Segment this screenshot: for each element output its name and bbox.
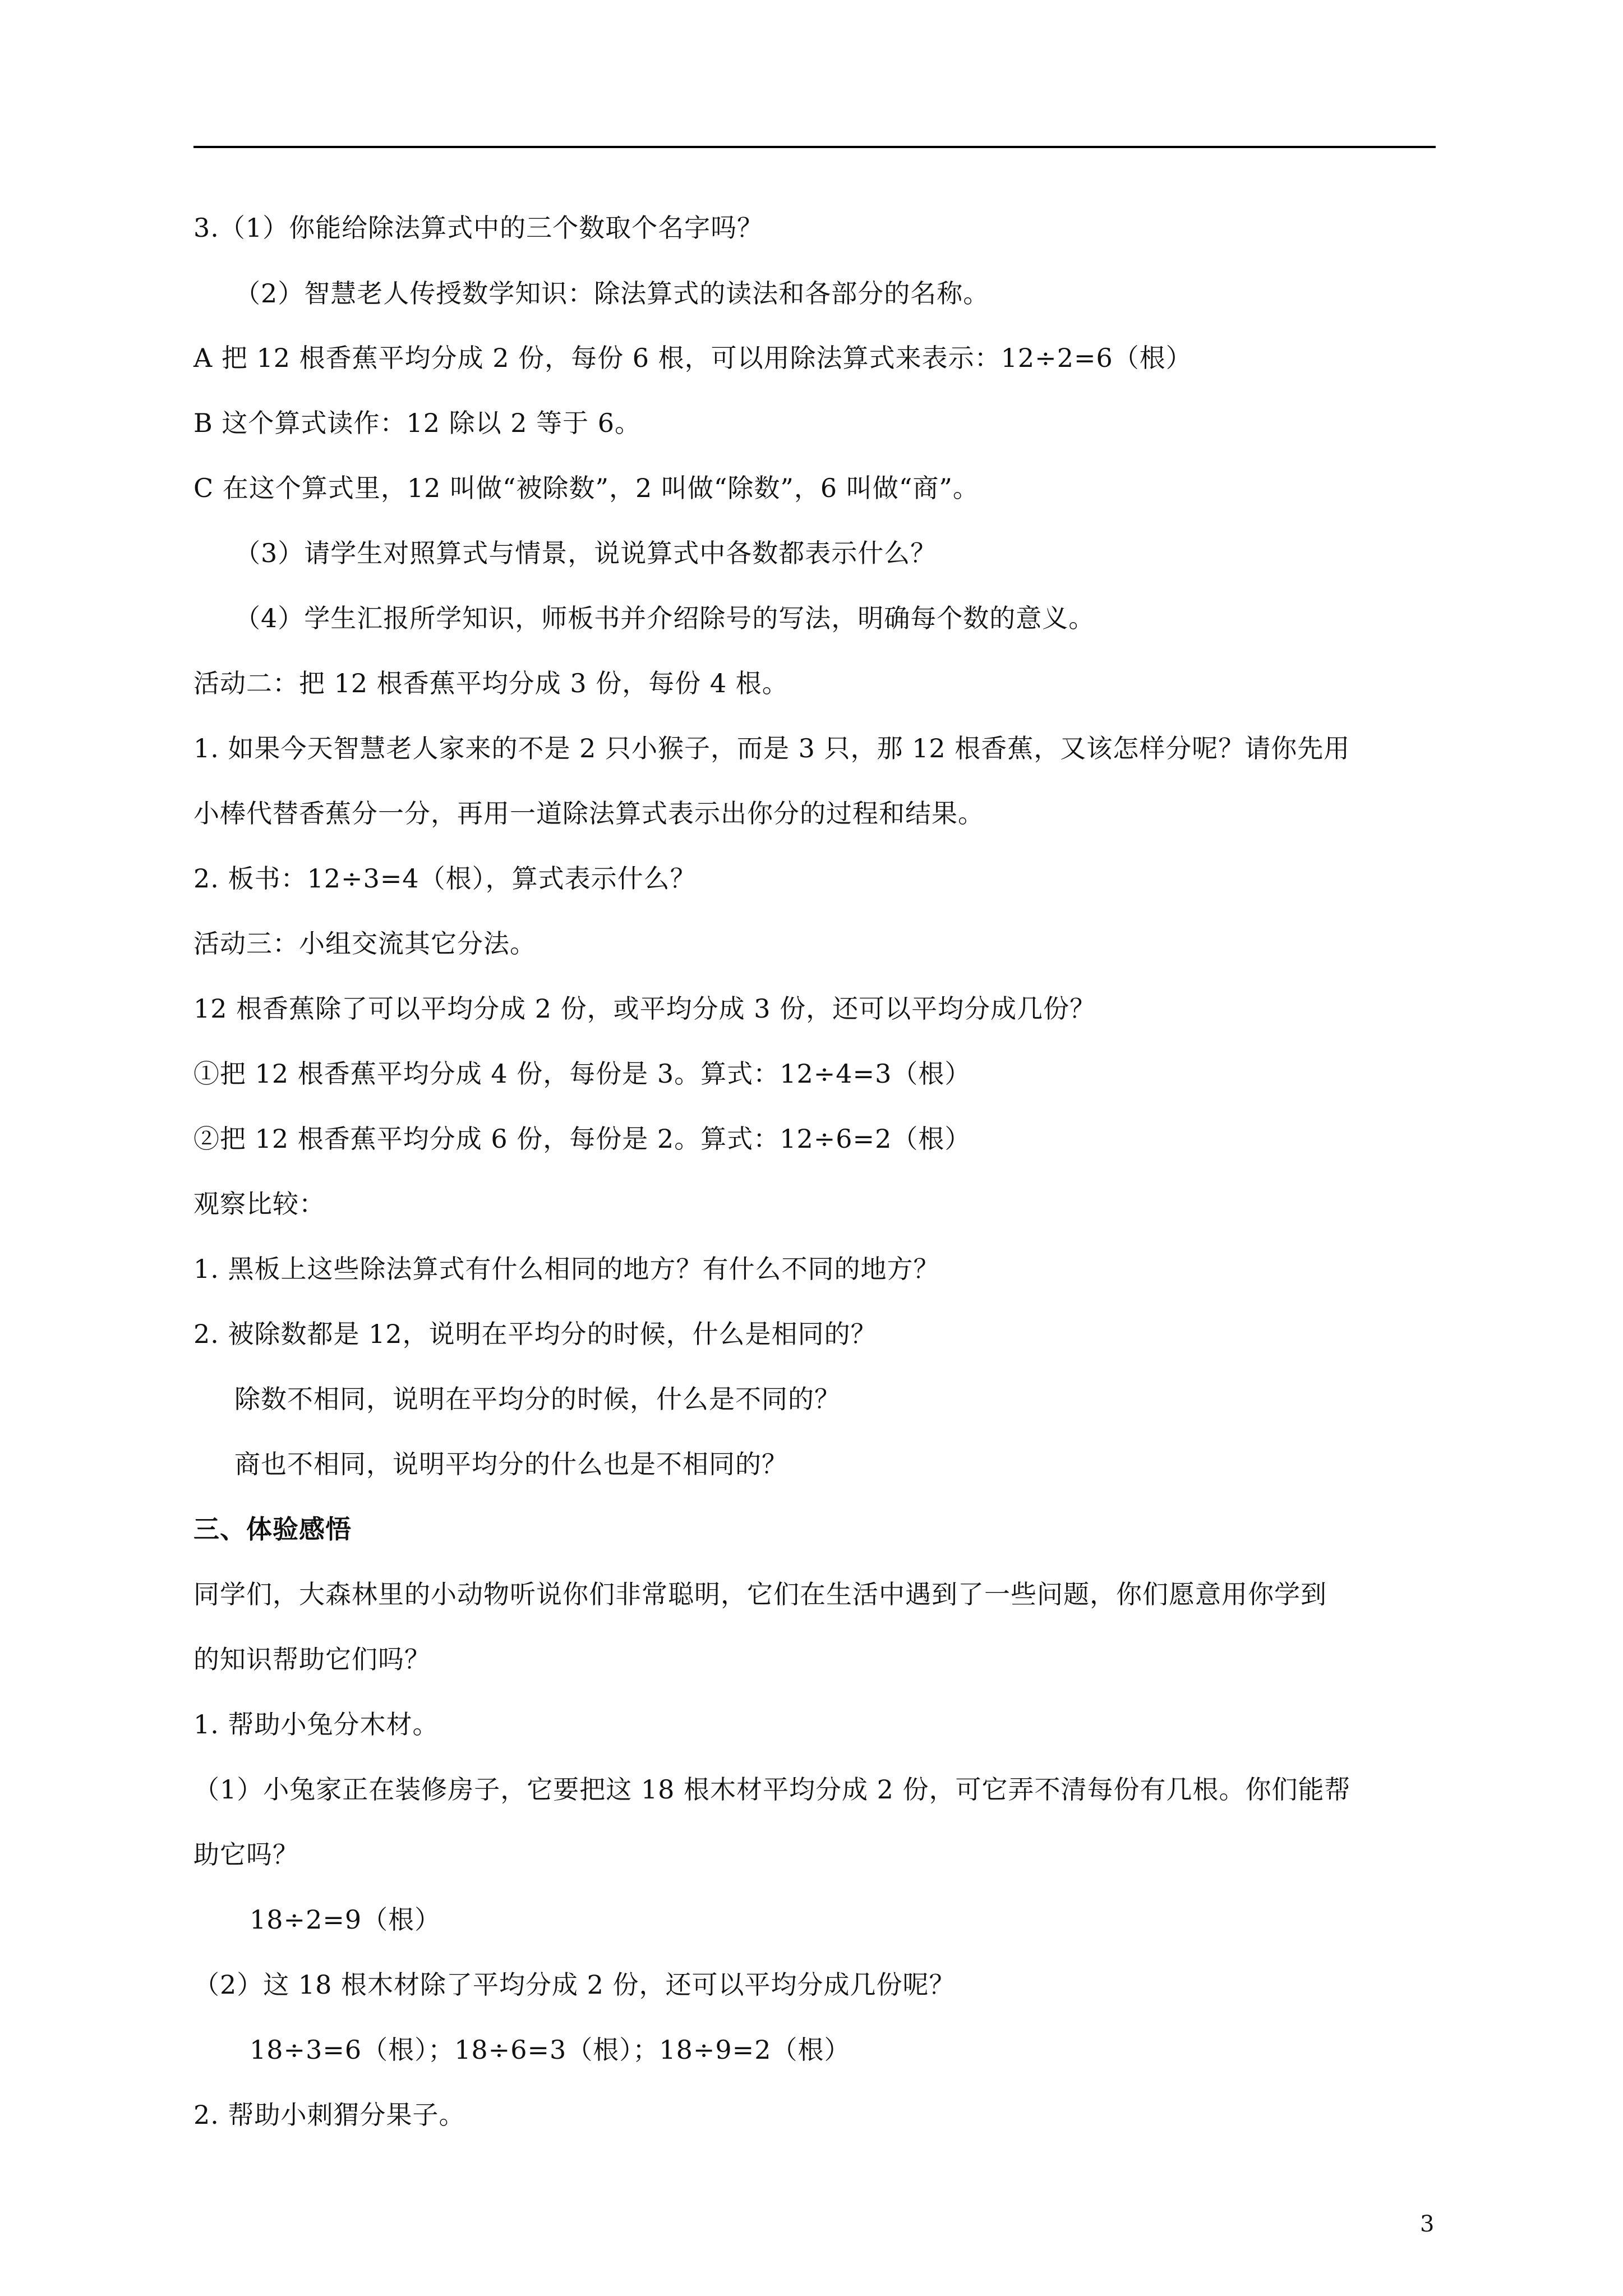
text-line: 助它吗？: [193, 1839, 299, 1870]
text-line: 的知识帮助它们吗？: [193, 1644, 431, 1674]
text-line: 12 根香蕉除了可以平均分成 2 份，或平均分成 3 份，还可以平均分成几份？: [193, 993, 1096, 1024]
text-line: 观察比较：: [193, 1189, 325, 1219]
text-line: 2. 板书：12÷3=4（根），算式表示什么？: [193, 863, 697, 894]
text-line: 1. 黑板上这些除法算式有什么相同的地方？有什么不同的地方？: [193, 1254, 940, 1284]
text-line: 除数不相同，说明在平均分的时候，什么是不同的？: [234, 1384, 841, 1414]
text-line: 2. 帮助小刺猬分果子。: [193, 2100, 465, 2130]
text-line: 同学们，大森林里的小动物听说你们非常聪明，它们在生活中遇到了一些问题，你们愿意用你学到: [193, 1579, 1327, 1609]
text-line: 活动三：小组交流其它分法。: [193, 928, 536, 959]
text-line: A 把 12 根香蕉平均分成 2 份，每份 6 根，可以用除法算式来表示：12÷2=6（根）: [193, 343, 1192, 373]
section-heading: 三、体验感悟: [193, 1514, 352, 1544]
text-line: 3.（1）你能给除法算式中的三个数取个名字吗？: [193, 213, 764, 243]
text-line: 18÷2=9（根）: [250, 1904, 441, 1935]
text-line: 小棒代替香蕉分一分，再用一道除法算式表示出你分的过程和结果。: [193, 798, 984, 829]
text-line: （1）小兔家正在装修房子，它要把这 18 根木材平均分成 2 份，可它弄不清每份有几根。你们能帮: [193, 1774, 1351, 1805]
text-line: （2）智慧老人传授数学知识：除法算式的读法和各部分的名称。: [234, 278, 990, 309]
text-line: C 在这个算式里，12 叫做“被除数”，2 叫做“除数”，6 叫做“商”。: [193, 473, 979, 503]
page-number: 3: [1420, 2211, 1435, 2237]
text-line: 1. 如果今天智慧老人家来的不是 2 只小猴子，而是 3 只，那 12 根香蕉，又该怎样分呢？请你先用: [193, 733, 1350, 763]
text-line: 18÷3=6（根）；18÷6=3（根）；18÷9=2（根）: [250, 2035, 851, 2065]
text-line: （3）请学生对照算式与情景，说说算式中各数都表示什么？: [234, 538, 937, 568]
text-line: （2）这 18 根木材除了平均分成 2 份，还可以平均分成几份呢？: [193, 1970, 956, 2000]
text-line: 活动二：把 12 根香蕉平均分成 3 份，每份 4 根。: [193, 668, 789, 698]
text-line: 1. 帮助小兔分木材。: [193, 1709, 439, 1740]
text-line: 2. 被除数都是 12，说明在平均分的时候，什么是相同的？: [193, 1319, 877, 1349]
text-line: 商也不相同，说明平均分的什么也是不相同的？: [234, 1449, 788, 1479]
text-line: ②把 12 根香蕉平均分成 6 份，每份是 2。算式：12÷6=2（根）: [193, 1124, 971, 1154]
text-line: B 这个算式读作：12 除以 2 等于 6。: [193, 408, 641, 438]
text-line: （4）学生汇报所学知识，师板书并介绍除号的写法，明确每个数的意义。: [234, 603, 1095, 633]
header-rule: [193, 146, 1436, 148]
text-line: ①把 12 根香蕉平均分成 4 份，每份是 3。算式：12÷4=3（根）: [193, 1059, 971, 1089]
